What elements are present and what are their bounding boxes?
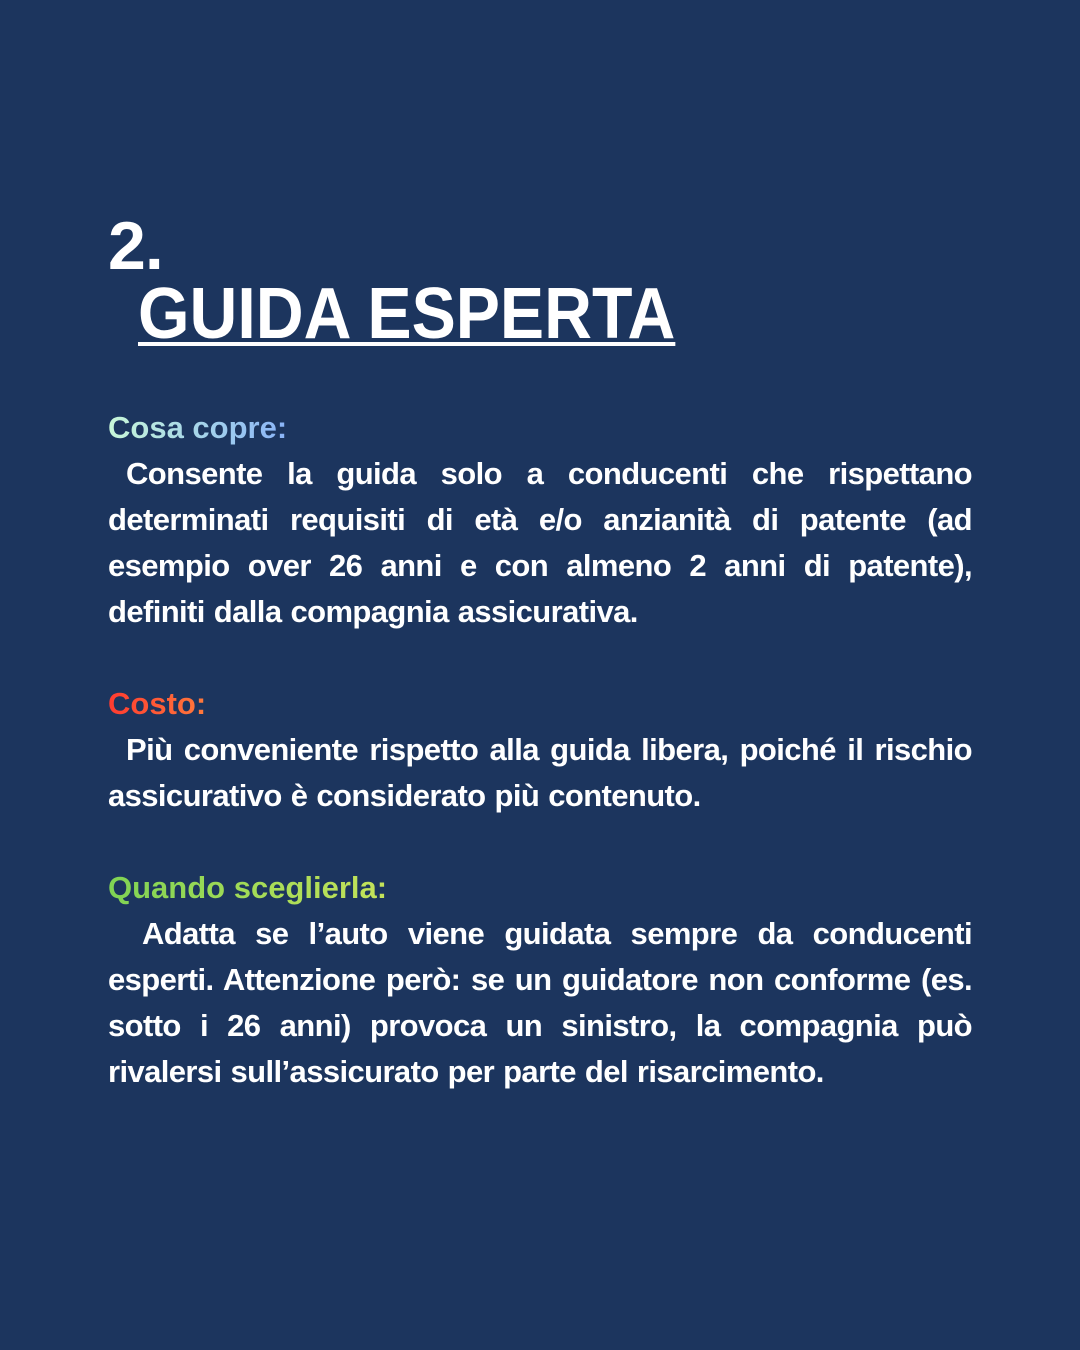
when-to-choose-text bbox=[108, 911, 972, 1095]
when-to-choose-text-content: Adatta se l’auto viene guidata sempre da conducenti esperti. Attenzione però: se un guidatore non conforme (es. sotto i 26 anni) provoca un sinistro, la compagnia può rivalersi sull’assicurato per parte del risarcimento. bbox=[108, 916, 972, 1089]
page-title: GUIDA ESPERTA bbox=[138, 274, 676, 354]
section-number: 2. bbox=[108, 208, 163, 284]
coverage-text bbox=[108, 451, 972, 635]
coverage-text-content: Consente la guida solo a conducenti che rispettano determinati requisiti di età e/o anzianità di patente (ad esempio over 26 anni e con almeno 2 anni di patente), definiti dalla compagnia assicurativa. bbox=[108, 456, 972, 629]
when-to-choose-label: Quando sceglierla: bbox=[108, 865, 387, 911]
content-body bbox=[108, 405, 972, 1141]
coverage-label: Cosa copre: bbox=[108, 405, 287, 451]
cost-text bbox=[108, 727, 972, 819]
cost-label: Costo: bbox=[108, 681, 206, 727]
cost-text-content: Più conveniente rispetto alla guida libera, poiché il rischio assicurativo è considerato più contenuto. bbox=[108, 732, 972, 813]
section-when-to-choose bbox=[108, 865, 972, 1095]
section-coverage bbox=[108, 405, 972, 635]
section-cost bbox=[108, 681, 972, 819]
